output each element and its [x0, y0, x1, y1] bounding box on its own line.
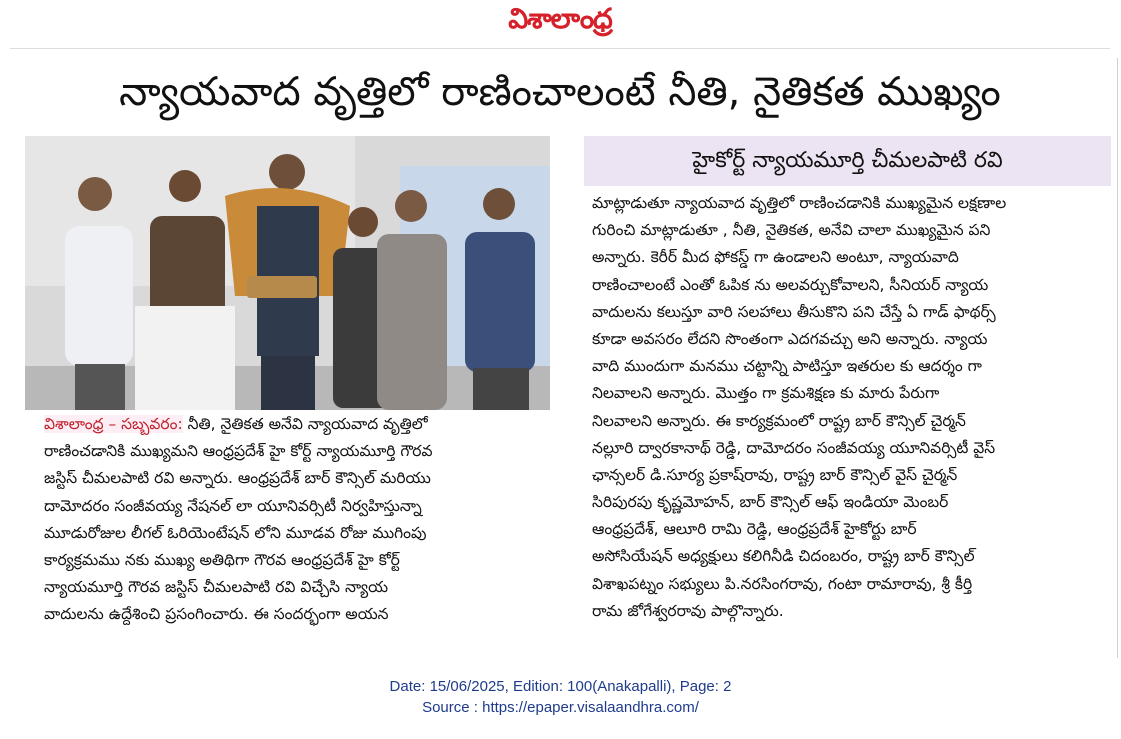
- article-line: రామ జోగేశ్వరరావు పాల్గొన్నారు.: [592, 601, 784, 620]
- news-photo: [25, 136, 550, 410]
- article-line: మాట్లాడుతూ న్యాయవాద వృత్తిలో రాణించడానికి ముఖ్యమైన లక్షణాల: [592, 194, 1007, 212]
- article-line: అసోసియేషన్ అధ్యక్షులు కలిగినీడి చిదంబరం, రాష్ట్ర బార్ కౌన్సిల్: [592, 547, 975, 566]
- headline: న్యాయవాద వృత్తిలో రాణించాలంటే నీతి, నైతికత ముఖ్యం: [119, 69, 1001, 115]
- article-text: నీతి, నైతికత అనేవి న్యాయవాద వృత్తిలో: [182, 415, 428, 433]
- article-line: విశాఖపట్నం సభ్యులు పి.నరసింగరావు, గంటా రామారావు, శ్రీ కీర్తి: [592, 574, 973, 593]
- article-line: ఆంధ్రప్రదేశ్, ఆలూరి రామి రెడ్డి, ఆంధ్రప్రదేశ్ హైకోర్టు బార్: [592, 520, 917, 539]
- article-line: నిలవాలని అన్నారు. ఈ కార్యక్రమంలో రాష్ట్ర బార్ కౌన్సిల్ చైర్మన్: [592, 411, 966, 430]
- source-footer: [0, 676, 1121, 718]
- subheadline: హైకోర్ట్ న్యాయమూర్తి చీమలపాటి రవి: [584, 136, 1111, 186]
- article-line: అన్నారు. కెరీర్ మీద ఫోకస్డ్ గా ఉండాలని అంటూ, న్యాయవాది: [592, 248, 959, 267]
- article-line: వాది ముందుగా మనము చట్టాన్ని పాటిస్తూ ఇతరుల కు ఆదర్శం గా: [592, 357, 982, 376]
- edition-date-line: Date: 15/06/2025, Edition: 100(Anakapalli), Page: 2: [389, 678, 732, 695]
- article-line: మూడురోజుల లీగల్ ఓరియెంటేషన్ లోని మూడవ రోజు ముగింపు: [44, 523, 427, 542]
- article-line: నిలవాలని అన్నారు. మొత్తం గా క్రమశిక్షణ కు మారు పేరుగా: [592, 384, 940, 403]
- column-divider: [1117, 58, 1118, 658]
- article-line: దామోదరం సంజీవయ్య నేషనల్ లా యూనివర్సిటీ నిర్వహిస్తున్నా: [44, 496, 422, 515]
- masthead-logo: విశాలాంధ్ర: [508, 2, 612, 35]
- article-line: రాణించడానికి ముఖ్యమని ఆంధ్రప్రదేశ్ హై కోర్ట్ న్యాయమూర్తి గౌరవ: [44, 442, 433, 461]
- article-line: [44, 411, 544, 438]
- article-column-left: [44, 411, 544, 629]
- article-line: గురించి మాట్లాడుతూ , నీతి, నైతికత, అనేవి చాలా ముఖ్యమైన పని: [592, 221, 991, 240]
- article-line: వాదులను ఉద్దేశించి ప్రసంగించారు. ఈ సందర్భంగా అయన: [44, 605, 389, 624]
- source-url-line: Source : https://epaper.visalaandhra.com/: [422, 699, 699, 716]
- article-line: జస్టిస్ చీమలపాటి రవి అన్నారు. ఆంధ్రప్రదేశ్ బార్ కౌన్సిల్ మరియు: [44, 469, 431, 488]
- article-line: రాణించాలంటే ఎంతో ఓపిక ను అలవర్చుకోవాలని, సీనియర్ న్యాయ: [592, 275, 989, 294]
- photo-illustration: [25, 136, 550, 410]
- article-line: న్యాయమూర్తి గౌరవ జస్టిస్ చీమలపాటి రవి విచ్చేసి న్యాయ: [44, 578, 389, 597]
- article-column-right: [592, 190, 1112, 625]
- article-line: సిరిపురపు కృష్ణమోహన్, బార్ కౌన్సిల్ ఆఫ్ ఇండియా మెంబర్: [592, 493, 949, 512]
- masthead-divider: [10, 48, 1110, 49]
- article-line: వాదులను కలుస్తూ వారి సలహాలు తీసుకొని పని చేస్తే ఏ గాడ్ ఫాథర్స్: [592, 302, 996, 321]
- article-line: కార్యక్రమము నకు ముఖ్య అతిథిగా గౌరవ ఆంధ్రప్రదేశ్ హై కోర్ట్: [44, 550, 400, 569]
- article-line: ఛాన్సలర్ డి.సూర్య ప్రకాష్‌రావు, రాష్ట్ర బార్ కౌన్సిల్ వైస్ చైర్మన్: [592, 465, 958, 484]
- dateline: విశాలాంధ్ర – సబ్బవరం:: [44, 415, 183, 433]
- article-line: నల్లూరి ద్వారకానాథ్ రెడ్డి, దామోదరం సంజీవయ్య యూనివర్సిటీ వైస్: [592, 438, 996, 457]
- article-line: కూడా అవసరం లేదని సొంతంగా ఎదగవచ్చు అని అన్నారు. న్యాయ: [592, 329, 988, 348]
